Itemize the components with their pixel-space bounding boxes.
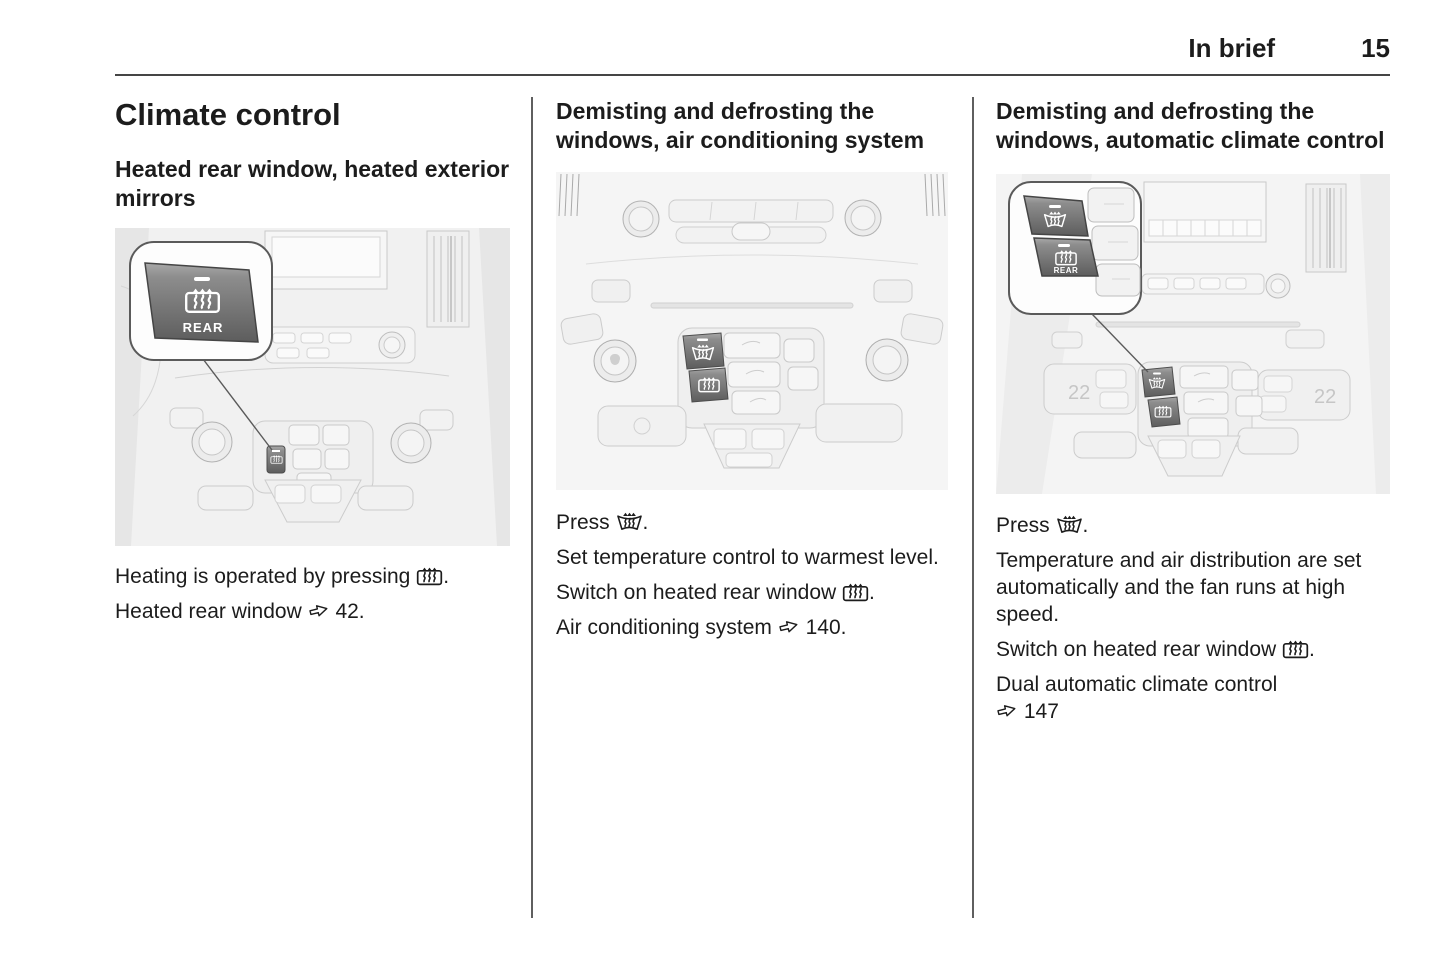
text-run: Heated rear window — [115, 600, 308, 623]
header-rule — [115, 74, 1390, 76]
column-divider-1 — [531, 97, 533, 918]
text-run: Dual automatic climate control — [996, 673, 1278, 696]
text-run: Switch on heated rear window — [996, 638, 1282, 661]
heated-rear-window-icon — [842, 581, 869, 602]
text-run: . — [869, 581, 875, 604]
paragraph-dual-climate-ref — [996, 671, 1390, 725]
chapter-title: In brief — [1188, 33, 1276, 63]
text-run: . — [443, 565, 450, 588]
paragraph-heating-operated — [115, 563, 510, 590]
text-run: Press — [996, 514, 1056, 537]
page-reference-arrow-icon — [308, 601, 330, 620]
paragraph-heated-rear-window-ref — [115, 598, 510, 625]
page-header — [115, 33, 1390, 64]
rear-button-label: REAR — [182, 320, 224, 335]
rear-button-console-highlight — [267, 446, 285, 473]
section-title: Climate control — [115, 97, 341, 132]
windscreen-demist-icon — [1056, 514, 1083, 535]
figure-demist-ac-console — [556, 172, 948, 490]
column-climate-control — [115, 97, 510, 625]
text-run: 147 — [1018, 700, 1059, 723]
right-temp-display: 22 — [1314, 386, 1337, 408]
windscreen-demist-icon — [616, 511, 643, 532]
figure-demist-auto-climate-console — [996, 174, 1390, 494]
rear-button-callout — [1034, 238, 1098, 276]
column-demist-auto-climate — [996, 97, 1390, 725]
heated-rear-window-icon — [416, 565, 443, 586]
paragraph-automatic-settings: Temperature and air distribution are set automatically and the fan runs at high speed. — [996, 549, 1362, 626]
text-run: Press — [556, 511, 616, 534]
demist-button-highlight — [683, 333, 724, 369]
text-run: Air conditioning system — [556, 616, 778, 639]
rear-button-highlight — [689, 368, 728, 402]
rear-button-callout — [130, 242, 272, 360]
text-run: Heating is operated by pressing — [115, 565, 417, 588]
rear-button-label: REAR — [1053, 266, 1079, 275]
subsection-title: Heated rear window, heated exterior mirrors — [115, 156, 510, 211]
text-run: . — [1082, 514, 1089, 537]
figure-heated-rear-window-console — [115, 228, 510, 546]
paragraph-press-demist — [556, 509, 948, 536]
demist-button-callout — [1024, 196, 1088, 236]
heated-rear-window-icon — [1282, 638, 1309, 659]
paragraph-press-demist — [996, 512, 1390, 539]
demist-rear-buttons-callout — [1009, 182, 1141, 314]
text-run: 140. — [799, 616, 847, 639]
left-temp-display: 22 — [1068, 382, 1091, 404]
page-reference-arrow-icon — [996, 701, 1018, 720]
paragraph-switch-rear-window — [556, 579, 948, 606]
page-reference-arrow-icon — [778, 617, 800, 636]
text-run: Switch on heated rear window — [556, 581, 842, 604]
paragraph-set-temperature: Set temperature control to warmest level. — [556, 546, 939, 569]
column-divider-2 — [972, 97, 974, 918]
text-run: . — [642, 511, 649, 534]
text-run: 42. — [329, 600, 365, 623]
subsection-title: Demisting and defrosting the windows, air conditioning system — [556, 98, 925, 153]
page-number: 15 — [1361, 33, 1390, 63]
column-demist-ac — [556, 97, 948, 641]
rear-button-highlight — [1148, 397, 1180, 427]
text-run: . — [1309, 638, 1315, 661]
paragraph-switch-rear-window — [996, 636, 1390, 663]
paragraph-ac-ref — [556, 614, 948, 641]
subsection-title: Demisting and defrosting the windows, automatic climate control — [996, 98, 1385, 153]
